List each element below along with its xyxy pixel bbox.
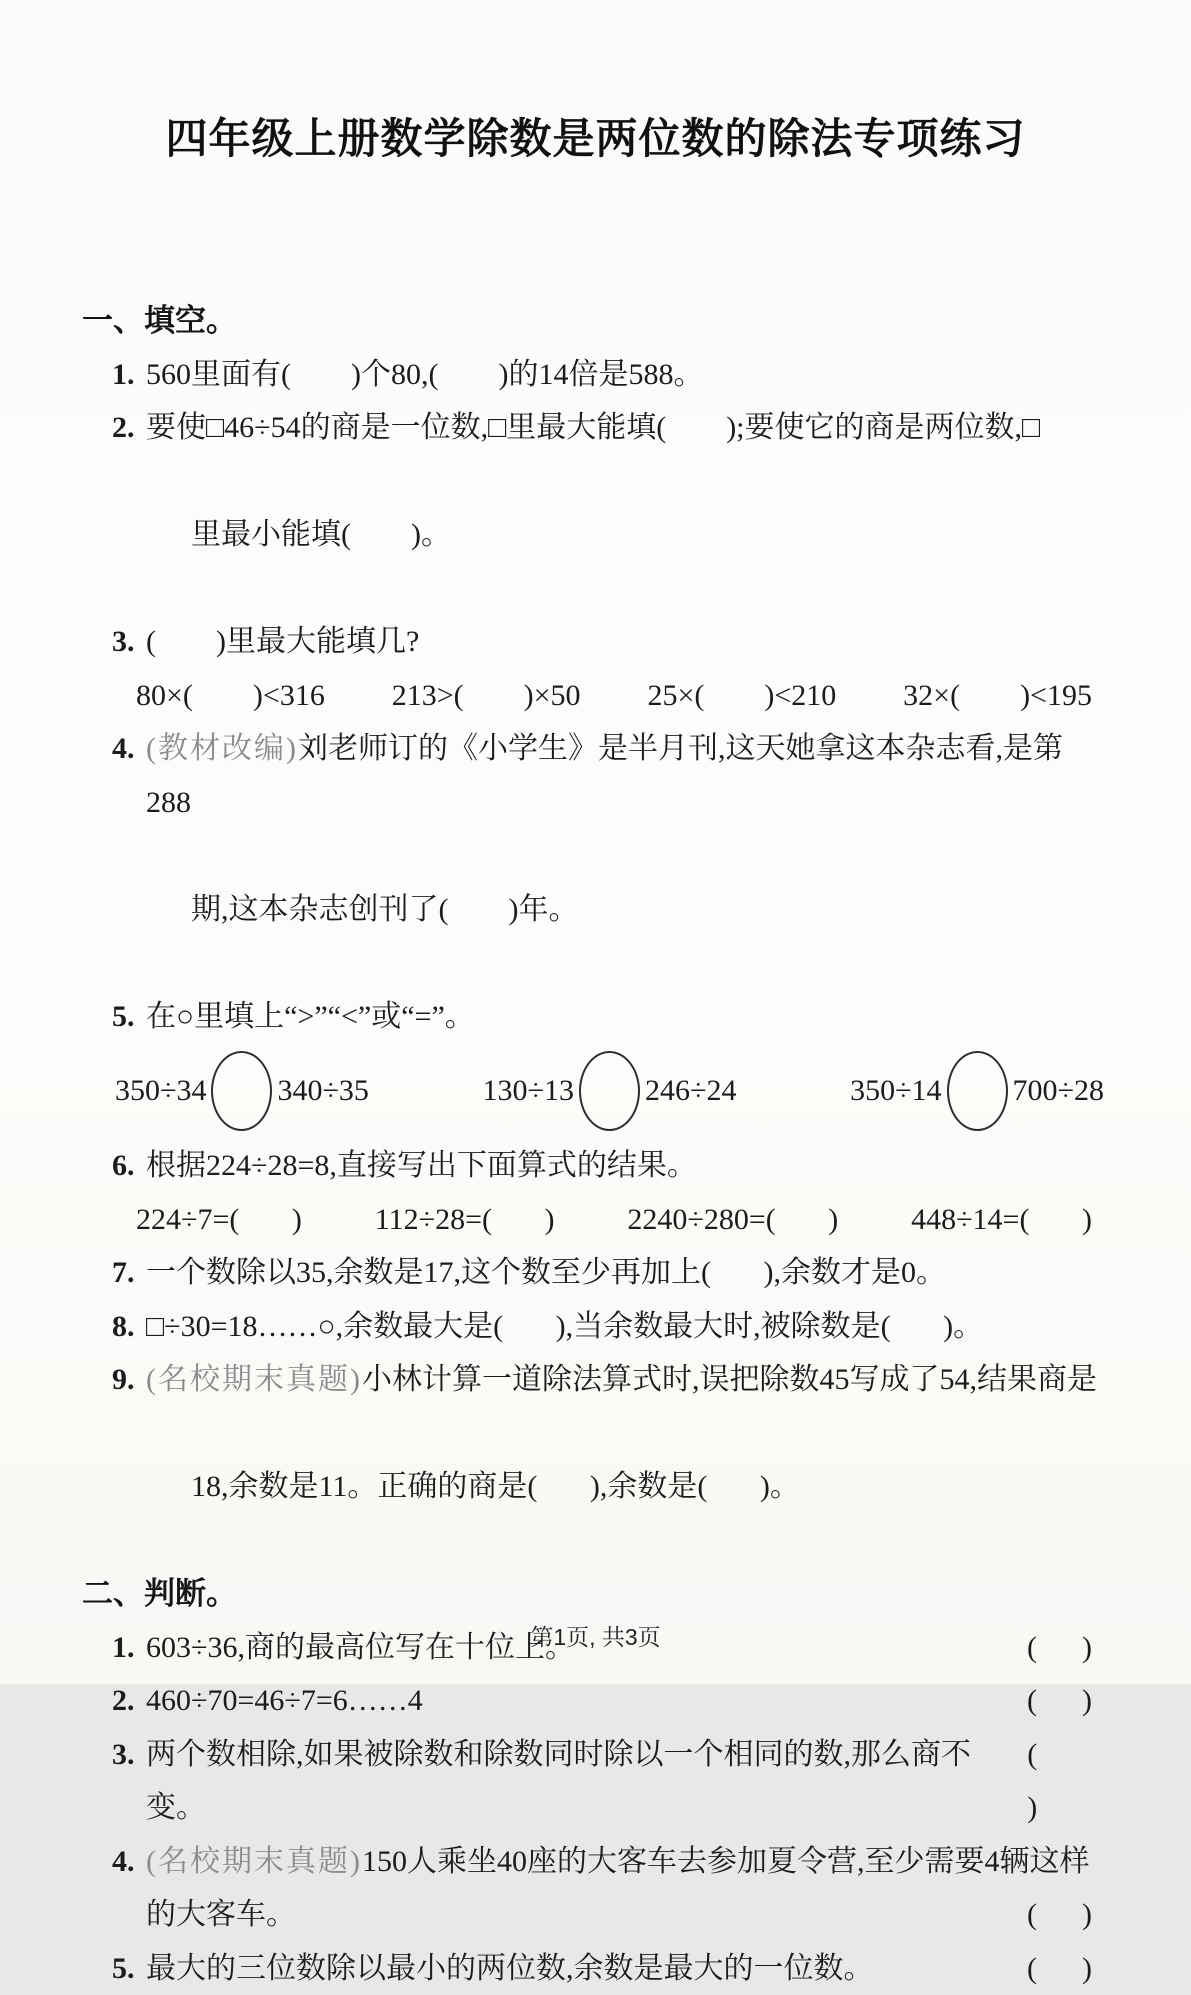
item-text: 里最小能填( )。 bbox=[191, 518, 451, 551]
expression: 448÷14=( ) bbox=[911, 1193, 1092, 1247]
fill-item-5 bbox=[82, 990, 1106, 1044]
fill-item-9 bbox=[82, 1353, 1106, 1407]
circle-blank bbox=[579, 1051, 640, 1131]
fill-item-5-comparisons bbox=[82, 1043, 1106, 1139]
item-number: 5. bbox=[112, 1942, 146, 1995]
fill-item-1 bbox=[82, 348, 1106, 402]
expression: 112÷28=( ) bbox=[375, 1193, 555, 1247]
expression: 224÷7=( ) bbox=[136, 1193, 302, 1247]
item-text: 560里面有( )个80,( )的14倍是588。 bbox=[146, 348, 703, 402]
item-text: 460÷70=46÷7=6……4 bbox=[146, 1674, 423, 1728]
item-number: 4. bbox=[112, 722, 146, 829]
expression: 2240÷280=( ) bbox=[627, 1193, 838, 1247]
item-number: 2. bbox=[112, 401, 146, 455]
fill-item-9-continuation bbox=[82, 1407, 1106, 1568]
comparison-right: 246÷24 bbox=[645, 1074, 736, 1108]
item-text: ( )里最大能填几? bbox=[146, 615, 419, 669]
item-text: 根据224÷28=8,直接写出下面算式的结果。 bbox=[146, 1139, 697, 1193]
fill-item-3-expressions bbox=[82, 669, 1106, 723]
answer-parentheses: ( ) bbox=[1027, 1621, 1092, 1675]
item-text: 最大的三位数除以最小的两位数,余数是最大的一位数。 bbox=[146, 1942, 874, 1995]
item-text: 期,这本杂志创刊了( )年。 bbox=[191, 893, 578, 926]
answer-parentheses: ( ) bbox=[1027, 1674, 1092, 1728]
fill-item-8 bbox=[82, 1300, 1106, 1354]
judge-item-5 bbox=[82, 1942, 1106, 1995]
source-tag: (名校期末真题) bbox=[146, 1363, 362, 1396]
fill-item-4-continuation bbox=[82, 829, 1106, 990]
expression: 213>( )×50 bbox=[392, 669, 581, 723]
item-number: 1. bbox=[112, 348, 146, 402]
expression: 25×( )<210 bbox=[647, 669, 836, 723]
judge-item-2 bbox=[82, 1674, 1106, 1728]
item-number: 6. bbox=[112, 1139, 146, 1193]
item-text: □÷30=18……○,余数最大是( ),当余数最大时,被除数是( )。 bbox=[146, 1300, 983, 1354]
item-text: 刘老师订的《小学生》是半月刊,这天她拿这本杂志看,是第288 bbox=[146, 732, 1063, 819]
comparison-right: 700÷28 bbox=[1013, 1074, 1104, 1108]
item-number: 4. bbox=[112, 1835, 146, 1889]
fill-item-3 bbox=[82, 615, 1106, 669]
fill-item-2 bbox=[82, 401, 1106, 455]
comparison-group bbox=[483, 1051, 737, 1131]
page-footer: 第1页, 共3页 bbox=[0, 1619, 1191, 1652]
item-text: 要使□46÷54的商是一位数,□里最大能填( );要使它的商是两位数,□ bbox=[146, 401, 1040, 455]
item-number: 3. bbox=[112, 615, 146, 669]
comparison-group bbox=[850, 1051, 1104, 1131]
circle-blank bbox=[947, 1051, 1008, 1131]
item-text: 小林计算一道除法算式时,误把除数45写成了54,结果商是 bbox=[362, 1363, 1097, 1396]
comparison-left: 130÷13 bbox=[483, 1074, 574, 1108]
judge-item-3 bbox=[82, 1728, 1106, 1835]
worksheet-content bbox=[82, 294, 1106, 1995]
fill-item-4 bbox=[82, 722, 1106, 829]
item-number: 9. bbox=[112, 1353, 146, 1407]
circle-blank bbox=[211, 1051, 272, 1131]
expression: 32×( )<195 bbox=[903, 669, 1092, 723]
answer-parentheses: ( ) bbox=[1027, 1728, 1092, 1835]
comparison-right: 340÷35 bbox=[277, 1074, 368, 1108]
item-text: 两个数相除,如果被除数和除数同时除以一个相同的数,那么商不变。 bbox=[146, 1728, 1027, 1835]
item-number: 2. bbox=[112, 1674, 146, 1728]
comparison-group bbox=[115, 1051, 369, 1131]
expression: 80×( )<316 bbox=[136, 669, 325, 723]
fill-item-7 bbox=[82, 1246, 1106, 1300]
item-text: 在○里填上“>”“<”或“=”。 bbox=[146, 990, 475, 1044]
section-fill-heading: 一、填空。 bbox=[82, 294, 1106, 348]
item-text: 150人乘坐40座的大客车去参加夏令营,至少需要4辆这样 bbox=[362, 1845, 1090, 1878]
item-number: 7. bbox=[112, 1246, 146, 1300]
item-number: 5. bbox=[112, 990, 146, 1044]
item-number: 1. bbox=[112, 1621, 146, 1675]
fill-item-6-expressions bbox=[82, 1193, 1106, 1247]
item-text: 一个数除以35,余数是17,这个数至少再加上( ),余数才是0。 bbox=[146, 1246, 946, 1300]
comparison-left: 350÷34 bbox=[115, 1074, 206, 1108]
item-text: 18,余数是11。正确的商是( ),余数是( )。 bbox=[191, 1470, 800, 1503]
page-title: 四年级上册数学除数是两位数的除法专项练习 bbox=[0, 0, 1191, 166]
section-judge-heading: 二、判断。 bbox=[82, 1567, 1106, 1621]
item-text: 的大客车。 bbox=[146, 1888, 296, 1942]
judge-item-4-continuation bbox=[82, 1888, 1106, 1942]
judge-item-4 bbox=[82, 1835, 1106, 1889]
fill-item-6 bbox=[82, 1139, 1106, 1193]
fill-item-2-continuation bbox=[82, 455, 1106, 616]
answer-parentheses: ( ) bbox=[1027, 1888, 1092, 1942]
comparison-left: 350÷14 bbox=[850, 1074, 941, 1108]
item-number: 3. bbox=[112, 1728, 146, 1835]
answer-parentheses: ( ) bbox=[1027, 1942, 1092, 1995]
item-text: 603÷36,商的最高位写在十位上。 bbox=[146, 1621, 575, 1675]
source-tag: (名校期末真题) bbox=[146, 1845, 362, 1878]
item-number: 8. bbox=[112, 1300, 146, 1354]
source-tag: (教材改编) bbox=[146, 732, 298, 765]
